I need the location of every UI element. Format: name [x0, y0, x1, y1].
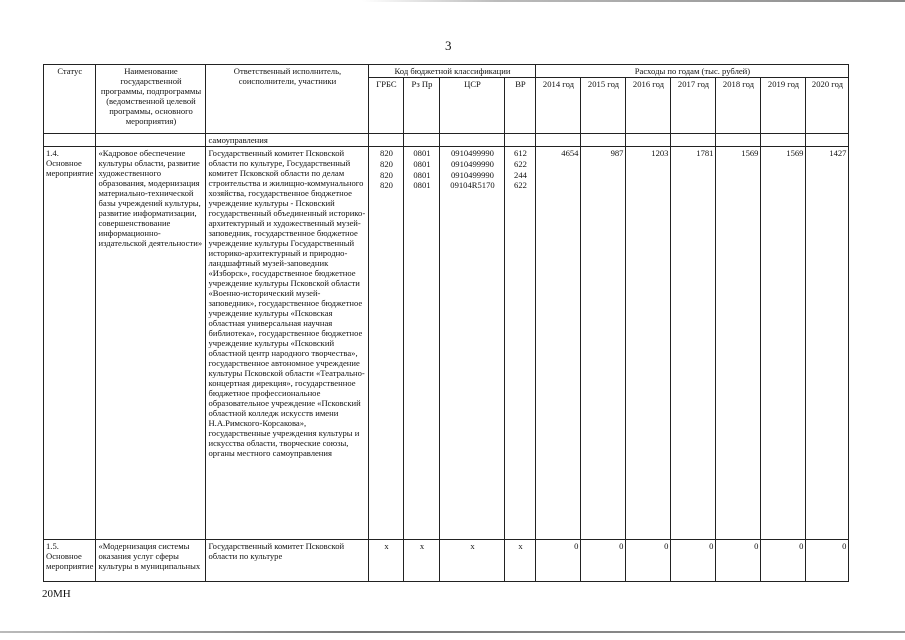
header-year: 2014 год — [536, 78, 581, 134]
row-status: 1.4. Основное мероприятие — [44, 147, 96, 540]
header-year: 2016 год — [626, 78, 671, 134]
row-csr — [440, 147, 505, 540]
row-name: «Кадровое обеспечение культуры области, развитие художественного образования, модернизация материально-технической базы учреждений культуры, развитие информатизации, совершенствование информационно-издательской деятельности» — [96, 147, 206, 540]
header-year: 2020 год — [806, 78, 849, 134]
grbs-code: 820 — [380, 180, 393, 191]
row-value-2020: 1427 — [806, 147, 849, 540]
row-value-2019: 0 — [761, 540, 806, 582]
row-value-2015: 987 — [581, 147, 626, 540]
scan-edge-top — [0, 0, 905, 2]
row-value-2018: 1569 — [716, 147, 761, 540]
row-grbs: х — [369, 540, 404, 582]
header-status: Статус — [44, 65, 96, 134]
row-rzpr: х — [404, 540, 440, 582]
row-csr: х — [440, 540, 505, 582]
continuation-row — [44, 134, 849, 147]
header-expenses: Расходы по годам (тыс. рублей) — [536, 65, 849, 78]
header-vr: ВР — [505, 78, 536, 134]
row-value-2014: 4654 — [536, 147, 581, 540]
csr-code: 0910499990 — [450, 158, 494, 169]
csr-code: 0910499990 — [450, 148, 494, 158]
row-value-2016: 1203 — [626, 147, 671, 540]
row-name: «Модернизация системы оказания услуг сферы культуры в муниципальных — [96, 540, 206, 582]
header-name: Наименование государственной программы, подпрограммы (ведомственной целевой программы, основного мероприятия) — [96, 65, 206, 134]
rzpr-code: 0801 — [413, 180, 431, 191]
page-number: 3 — [445, 38, 452, 53]
header-csr: ЦСР — [440, 78, 505, 134]
header-year: 2017 год — [671, 78, 716, 134]
vr-code: 622 — [514, 158, 527, 169]
row-value-2017: 0 — [671, 540, 716, 582]
header-executor: Ответственный исполнитель, соисполнители, участники — [206, 65, 369, 134]
row-value-2015: 0 — [581, 540, 626, 582]
header-year: 2018 год — [716, 78, 761, 134]
budget-table — [43, 64, 849, 582]
row-executor: Государственный комитет Псковской области по культуре — [206, 540, 369, 582]
grbs-code: 820 — [380, 148, 393, 158]
row-value-2017: 1781 — [671, 147, 716, 540]
rzpr-code: 0801 — [413, 148, 431, 158]
row-value-2018: 0 — [716, 540, 761, 582]
table-row — [44, 147, 849, 540]
scan-edge-bottom — [0, 631, 905, 633]
header-grbs: ГРБС — [369, 78, 404, 134]
csr-code: 09104R5170 — [450, 180, 495, 191]
header-year: 2015 год — [581, 78, 626, 134]
header-budget-code: Код бюджетной классификации — [369, 65, 536, 78]
vr-code: 622 — [514, 180, 527, 191]
row-vr — [505, 147, 536, 540]
table-row — [44, 540, 849, 582]
vr-code: 612 — [514, 148, 527, 158]
row-vr: х — [505, 540, 536, 582]
continuation-text: самоуправления — [206, 134, 369, 147]
row-value-2020: 0 — [806, 540, 849, 582]
grbs-code: 820 — [380, 169, 393, 180]
row-status: 1.5. Основное мероприятие — [44, 540, 96, 582]
footer-code: 20MH — [42, 588, 71, 600]
csr-code: 0910499990 — [450, 169, 494, 180]
rzpr-code: 0801 — [413, 158, 431, 169]
header-year: 2019 год — [761, 78, 806, 134]
header-row-1 — [44, 65, 849, 78]
row-grbs — [369, 147, 404, 540]
row-value-2014: 0 — [536, 540, 581, 582]
row-value-2016: 0 — [626, 540, 671, 582]
row-value-2019: 1569 — [761, 147, 806, 540]
grbs-code: 820 — [380, 158, 393, 169]
vr-code: 244 — [514, 169, 527, 180]
header-rzpr: Рз Пр — [404, 78, 440, 134]
row-rzpr — [404, 147, 440, 540]
row-executor: Государственный комитет Псковской области по культуре, Государственный комитет Псковской области по делам строительства и жилищно-коммунального хозяйства, государственное бюджетное учреждение культуры - Псковский государственный объединенный историко-архитектурный и художественный музей-заповедник, государственное бюджетное учреждение культуры Государственный историко-архитектурный и природно-ландшафтный музей-заповедник «Изборск», государственное бюджетное учреждение культуры Псковской области «Военно-исторический музей-заповедник», государственное бюджетное учреждение культуры «Псковская областная универсальная научная библиотека», государственное бюджетное учреждение культуры «Псковский областной центр народного творчества», государственное автономное учреждение культуры Псковской области «Театрально-концертная дирекция», государственное бюджетное профессиональное образовательное учреждение «Псковский областной колледж искусств имени Н.А.Римского-Корсакова», государственные учреждения культуры и искусства области, творческие союзы, органы местного самоуправления — [206, 147, 369, 540]
rzpr-code: 0801 — [413, 169, 431, 180]
